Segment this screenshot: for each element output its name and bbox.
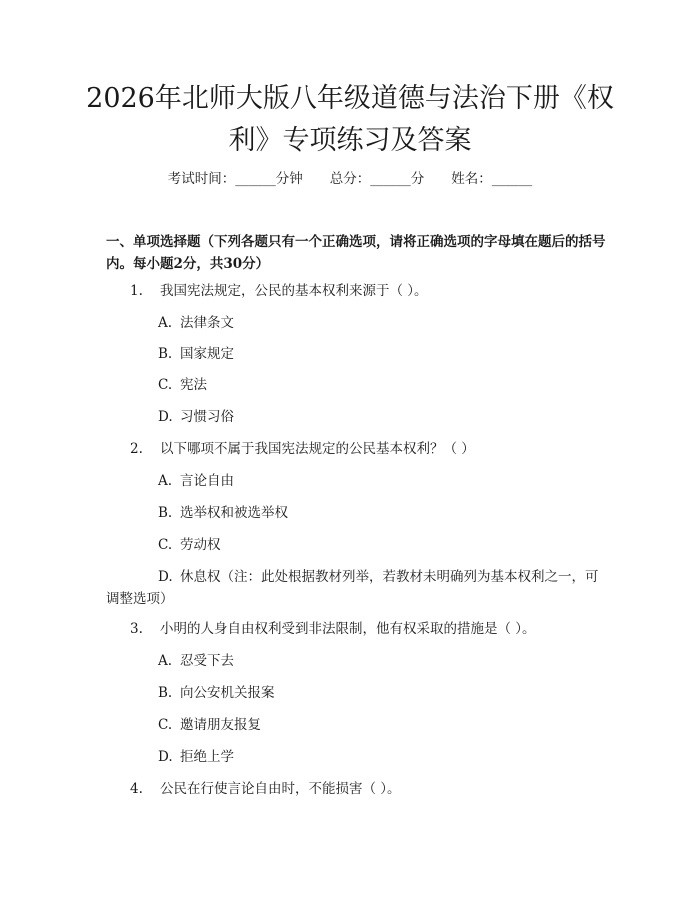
option-text: 劳动权: [180, 537, 221, 553]
question-1-option-a: [158, 313, 608, 333]
option-letter: D.: [158, 749, 173, 765]
question-2-option-c: [158, 535, 608, 555]
question-2: [130, 439, 600, 459]
question-1-option-d: [158, 407, 608, 427]
question-2-option-d: [106, 566, 606, 610]
option-text: 宪法: [180, 377, 207, 393]
question-text: 以下哪项不属于我国宪法规定的公民基本权利？（ ）: [160, 441, 475, 457]
question-number: 4.: [130, 781, 143, 797]
option-text: 选举权和被选举权: [180, 505, 288, 521]
option-letter: C.: [158, 537, 173, 553]
option-text: 向公安机关报案: [180, 685, 275, 701]
question-text: 我国宪法规定，公民的基本权利来源于（ ）。: [160, 283, 428, 299]
question-2-option-b: [158, 503, 608, 523]
question-number: 3.: [130, 621, 143, 637]
option-letter: C.: [158, 717, 173, 733]
option-letter: D.: [158, 569, 173, 585]
option-text: 法律条文: [180, 315, 234, 331]
document-title: 2026年北师大版八年级道德与法治下册《权利》专项练习及答案: [86, 83, 614, 156]
question-text: 小明的人身自由权利受到非法限制，他有权采取的措施是（ ）。: [160, 621, 536, 637]
question-1: [130, 281, 600, 301]
question-2-option-a: [158, 471, 608, 491]
section-heading: 一、单项选择题（下列各题只有一个正确选项，请将正确选项的字母填在题后的括号内。每小题2分，共30分）: [106, 234, 606, 272]
option-letter: D.: [158, 409, 173, 425]
option-letter: A.: [158, 653, 173, 669]
option-text: 拒绝上学: [180, 749, 234, 765]
option-text: 习惯习俗: [180, 409, 234, 425]
question-3-option-c: [158, 715, 608, 735]
option-letter: A.: [158, 315, 173, 331]
option-text: 邀请朋友报复: [180, 717, 261, 733]
question-3-option-a: [158, 651, 608, 671]
question-text: 公民在行使言论自由时，不能损害（ ）。: [160, 781, 401, 797]
question-3-option-b: [158, 683, 608, 703]
question-1-option-b: [158, 344, 608, 364]
question-3: [130, 619, 600, 639]
question-4: [130, 779, 600, 799]
question-1-option-c: [158, 375, 608, 395]
option-letter: B.: [158, 505, 173, 521]
option-text: 休息权（注：此处根据教材列举，若教材未明确列为基本权利之一，可调整选项）: [106, 569, 599, 607]
option-letter: B.: [158, 346, 173, 362]
option-letter: A.: [158, 473, 173, 489]
exam-info-line: 考试时间：______分钟 总分：______分 姓名：______: [167, 171, 533, 187]
question-number: 2.: [130, 441, 143, 457]
option-text: 国家规定: [180, 346, 234, 362]
option-letter: C.: [158, 377, 173, 393]
option-letter: B.: [158, 685, 173, 701]
option-text: 忍受下去: [180, 653, 234, 669]
question-number: 1.: [130, 283, 143, 299]
option-text: 言论自由: [180, 473, 234, 489]
question-3-option-d: [158, 747, 608, 767]
